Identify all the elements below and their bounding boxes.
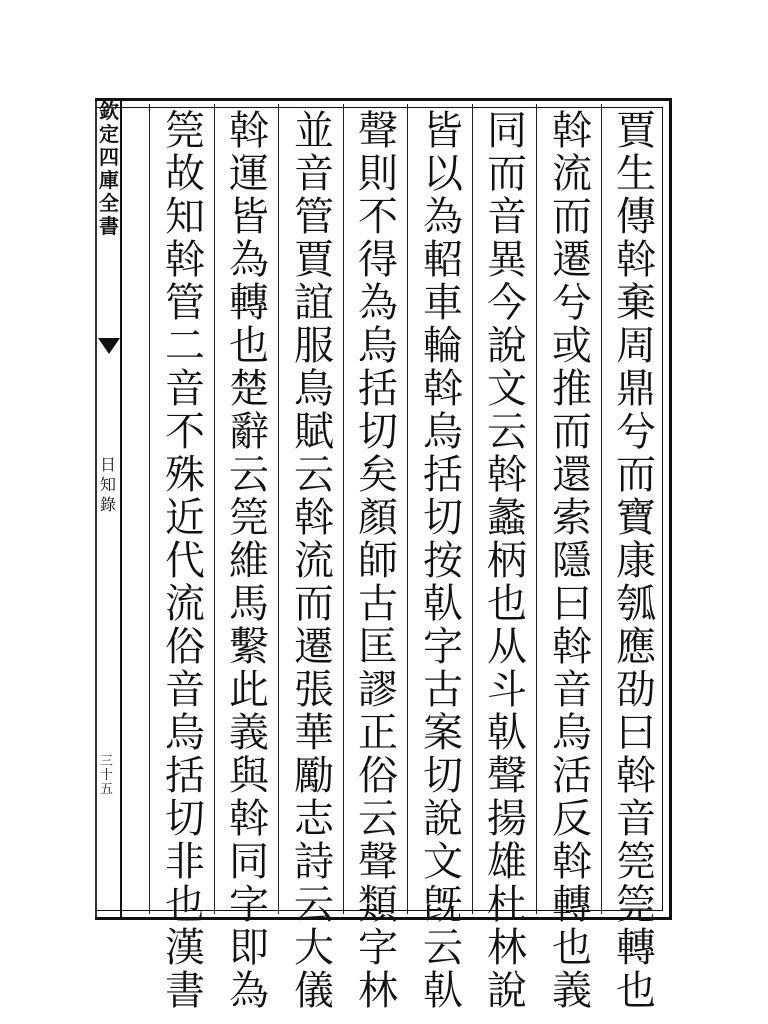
column-divider (214, 104, 215, 914)
book-title: 日 知 錄 (100, 455, 117, 514)
text-column: 賈 生 傳 斡 棄 周 鼎 兮 而 寶 康 瓠 應 劭 曰 斡 音 筦 筦 轉 也 (616, 108, 656, 1014)
column-divider (536, 104, 537, 914)
text-column: 斡 流 而 遷 兮 或 推 而 還 索 隱 曰 斡 音 烏 活 反 斡 轉 也 義 (552, 108, 592, 1014)
column-divider (407, 104, 408, 914)
text-column: 筦 故 知 斡 管 二 音 不 殊 近 代 流 俗 音 烏 括 切 非 也 漢 書 (165, 108, 205, 1014)
column-divider (149, 104, 150, 914)
column-divider (472, 104, 473, 914)
text-column: 同 而 音 異 今 說 文 云 斡 蠡 柄 也 从 斗 倝 聲 揚 雄 杜 林 說 (487, 108, 527, 1014)
column-divider (278, 104, 279, 914)
column-divider (601, 104, 602, 914)
fish-tail-mark-icon (98, 338, 120, 368)
collection-title: 欽 定 四 庫 全 書 (99, 99, 119, 238)
text-column: 聲 則 不 得 為 烏 括 切 矣 顏 師 古 匡 謬 正 俗 云 聲 類 字 林 (358, 108, 398, 1014)
page-number: 三 十 五 (100, 754, 114, 797)
column-divider (343, 104, 344, 914)
text-column: 並 音 管 賈 誼 服 鳥 賦 云 斡 流 而 遷 張 華 勵 志 詩 云 大 儀 (294, 108, 334, 1014)
text-column: 皆 以 為 軺 車 輪 斡 烏 括 切 按 倝 字 古 案 切 說 文 旣 云 倝 (423, 108, 463, 1014)
text-column: 斡 運 皆 為 轉 也 楚 辭 云 筦 維 馬 繫 此 義 與 斡 同 字 即 為 (229, 108, 269, 1014)
